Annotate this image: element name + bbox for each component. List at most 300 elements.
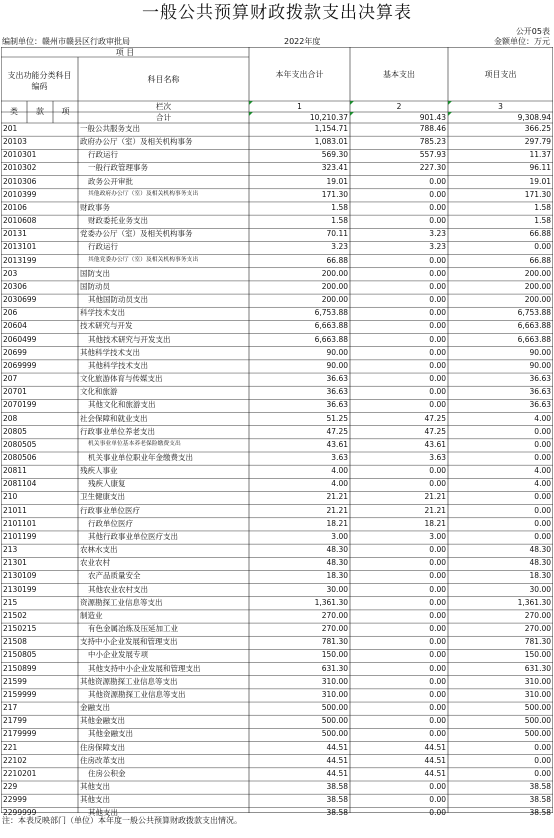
rank-label: 栏次 — [156, 102, 171, 111]
row-project: 38.58 — [529, 795, 551, 805]
row-basic: 21.21 — [424, 492, 446, 502]
row-total: 36.63 — [326, 387, 348, 397]
row-project: 0.00 — [534, 242, 551, 252]
row-basic: 0.00 — [429, 176, 446, 186]
row-name: 资源勘探工业信息等支出 — [80, 597, 163, 607]
row-total: 44.51 — [326, 742, 348, 752]
row-project: 0.00 — [534, 742, 551, 752]
row-code: 2080505 — [3, 439, 37, 449]
row-name: 其他资源勘探工业信息等支出 — [88, 689, 186, 699]
row-basic: 47.25 — [424, 426, 446, 436]
row-total: 19.01 — [326, 176, 348, 186]
row-name: 住房保障支出 — [80, 742, 125, 752]
table-row — [1, 728, 553, 739]
row-name: 国防动员 — [80, 281, 110, 291]
row-project: 90.00 — [529, 347, 551, 357]
row-name: 其他行政事业单位医疗支出 — [88, 531, 178, 541]
total-col1: 10,210.37 — [249, 112, 350, 123]
row-basic: 0.00 — [429, 466, 446, 476]
row-total: 51.25 — [326, 413, 348, 423]
row-code: 20699 — [3, 347, 27, 357]
table-row — [1, 268, 553, 279]
row-code: 2069999 — [3, 360, 37, 370]
row-basic: 0.00 — [429, 597, 446, 607]
header-xiang: 项 — [61, 107, 70, 116]
row-name: 机关事业单位基本养老保险缴费支出 — [88, 440, 181, 447]
row-code: 203 — [3, 268, 18, 278]
row-total: 200.00 — [321, 281, 348, 291]
row-project: 500.00 — [524, 703, 551, 713]
row-total: 48.30 — [326, 558, 348, 568]
row-name: 制造业 — [80, 610, 103, 620]
row-project: 0.00 — [534, 453, 551, 462]
row-basic: 3.23 — [429, 242, 446, 252]
row-name: 政府办公厅（室）及相关机构事务 — [80, 137, 193, 147]
row-name: 政务公开审批 — [88, 176, 133, 186]
row-code: 22999 — [3, 795, 27, 805]
meta-bar — [2, 37, 552, 47]
table-row — [1, 426, 553, 437]
table-row — [1, 320, 553, 331]
row-code: 2101199 — [3, 531, 37, 541]
row-name: 其他科学技术支出 — [88, 360, 148, 370]
row-name: 其他支出 — [88, 808, 118, 818]
row-code: 2299999 — [3, 808, 37, 818]
row-project: 171.30 — [524, 189, 551, 199]
row-code: 221 — [3, 742, 18, 752]
row-name: 其他支出 — [80, 795, 110, 805]
row-project: 4.00 — [534, 466, 551, 476]
row-project: 270.00 — [524, 624, 551, 634]
row-basic: 0.00 — [429, 374, 446, 384]
table-row — [1, 202, 553, 213]
row-code: 2070199 — [3, 400, 37, 410]
row-basic: 557.93 — [419, 150, 446, 160]
total-col3: 9,308.94 — [448, 112, 553, 123]
row-total: 1.58 — [331, 202, 348, 212]
table-row — [1, 176, 553, 187]
row-project: 0.00 — [534, 518, 551, 528]
row-name: 金融支出 — [80, 703, 110, 713]
row-basic: 0.00 — [429, 268, 446, 278]
row-total: 150.00 — [321, 650, 348, 660]
row-name: 其他政府办公厅（室）及相关机构事务支出 — [88, 190, 199, 197]
row-project: 0.00 — [534, 426, 551, 436]
table-row — [1, 373, 553, 384]
row-total: 1,154.71 — [314, 124, 348, 133]
row-basic: 0.00 — [429, 795, 446, 805]
table-row — [1, 557, 553, 568]
row-code: 20701 — [3, 387, 27, 397]
row-code: 2130109 — [3, 571, 37, 581]
row-total: 43.61 — [326, 439, 348, 449]
table-row — [1, 623, 553, 634]
row-code: 2179999 — [3, 729, 37, 739]
row-code: 2013101 — [3, 242, 37, 252]
row-total: 18.21 — [326, 518, 348, 528]
table-row — [1, 544, 553, 555]
money-unit: 金额单位：万元 — [494, 37, 550, 46]
table-row — [1, 702, 553, 713]
row-total: 323.41 — [321, 163, 348, 173]
row-basic: 47.25 — [424, 413, 446, 423]
row-total: 38.58 — [326, 782, 348, 791]
row-project: 6,663.88 — [517, 334, 551, 344]
row-total: 500.00 — [321, 703, 348, 713]
row-project: 366.25 — [524, 124, 551, 133]
table-row — [1, 597, 553, 608]
rank-2: 2 — [350, 101, 448, 112]
header-col-basic: 基本支出 — [383, 69, 415, 79]
row-name: 其他支持中小企业发展和管理支出 — [88, 663, 201, 673]
table-row — [1, 360, 553, 371]
row-total: 21.21 — [326, 492, 348, 502]
row-code: 2150899 — [3, 663, 37, 673]
row-basic: 0.00 — [429, 689, 446, 699]
row-code: 20604 — [3, 321, 27, 331]
row-basic: 0.00 — [429, 584, 446, 594]
row-basic: 0.00 — [429, 347, 446, 357]
table-row — [1, 676, 553, 687]
row-basic: 0.00 — [429, 703, 446, 713]
row-basic: 0.00 — [429, 808, 446, 818]
row-basic: 0.00 — [429, 571, 446, 581]
row-project: 310.00 — [524, 676, 551, 686]
row-project: 19.01 — [529, 176, 551, 186]
table-row — [1, 715, 553, 726]
row-basic: 0.00 — [429, 255, 446, 265]
total-col2: 901.43 — [350, 112, 448, 123]
table-row — [1, 584, 553, 595]
row-code: 2150215 — [3, 624, 37, 634]
row-name: 中小企业发展专项 — [88, 650, 148, 660]
row-basic: 0.00 — [429, 321, 446, 331]
footnote: 注：本表反映部门（单位）本年度一般公共预算财政拨款支出情况。 — [2, 816, 242, 825]
table-row — [1, 307, 553, 318]
fiscal-year: 2022年度 — [284, 37, 321, 46]
row-code: 217 — [3, 703, 18, 713]
table-code: 公开05表 — [515, 27, 550, 36]
row-total: 18.30 — [326, 571, 348, 581]
table-row — [1, 136, 553, 147]
rank-row — [1, 101, 553, 112]
row-basic: 0.00 — [429, 650, 446, 660]
row-code: 21799 — [3, 716, 27, 726]
table-row — [1, 491, 553, 502]
row-total: 70.11 — [326, 229, 348, 239]
row-code: 2010399 — [3, 189, 37, 199]
row-code: 20306 — [3, 281, 27, 291]
row-basic: 0.00 — [429, 295, 446, 305]
row-project: 500.00 — [524, 729, 551, 739]
row-basic: 227.30 — [419, 163, 446, 173]
table-row — [1, 570, 553, 581]
table-row — [1, 255, 553, 266]
row-basic: 3.63 — [429, 453, 446, 462]
row-code: 20131 — [3, 229, 27, 239]
row-total: 36.63 — [326, 400, 348, 410]
expenditure-table — [1, 47, 553, 818]
row-name: 科学技术支出 — [80, 308, 125, 318]
row-basic: 0.00 — [429, 729, 446, 739]
row-project: 200.00 — [524, 268, 551, 278]
table-row — [1, 478, 553, 489]
row-project: 1.58 — [534, 202, 551, 212]
header-func-code: 支出功能分类科目编码 — [7, 71, 72, 91]
row-name: 残疾人事业 — [80, 466, 118, 476]
row-project: 631.30 — [524, 663, 551, 673]
row-name: 残疾人康复 — [88, 479, 126, 489]
row-name: 其他支出 — [80, 782, 110, 791]
row-project: 0.00 — [534, 492, 551, 502]
row-total: 90.00 — [326, 347, 348, 357]
row-project: 781.30 — [524, 637, 551, 647]
row-project: 0.00 — [534, 768, 551, 778]
table-row — [1, 518, 553, 529]
row-name: 社会保障和就业支出 — [80, 413, 148, 423]
header-project: 项 目 — [115, 47, 135, 57]
row-total: 631.30 — [321, 663, 348, 673]
row-total: 38.58 — [326, 795, 348, 805]
row-basic: 0.00 — [429, 334, 446, 344]
row-project: 66.88 — [529, 229, 551, 239]
row-code: 2130199 — [3, 584, 37, 594]
row-total: 44.51 — [326, 755, 348, 765]
row-total: 171.30 — [321, 189, 348, 199]
row-project: 270.00 — [524, 610, 551, 620]
row-name: 支持中小企业发展和管理支出 — [80, 637, 178, 647]
table-row — [1, 399, 553, 410]
row-code: 2150805 — [3, 650, 37, 660]
table-row — [1, 649, 553, 660]
table-row — [1, 294, 553, 305]
header-subject-name: 科目名称 — [147, 74, 180, 84]
row-basic: 44.51 — [424, 768, 446, 778]
table-row — [1, 768, 553, 779]
row-code: 21508 — [3, 637, 27, 647]
row-name: 其他科学技术支出 — [80, 347, 140, 357]
row-total: 270.00 — [321, 610, 348, 620]
row-project: 310.00 — [524, 689, 551, 699]
row-basic: 0.00 — [429, 716, 446, 726]
row-name: 其他金融支出 — [80, 716, 125, 726]
row-total: 6,753.88 — [314, 308, 348, 318]
row-basic: 3.00 — [429, 531, 446, 541]
table-row — [1, 663, 553, 674]
row-project: 297.79 — [524, 137, 551, 147]
row-code: 229 — [3, 782, 18, 791]
row-name: 农林水支出 — [80, 545, 118, 555]
row-name: 其他资源勘探工业信息等支出 — [80, 676, 178, 686]
row-basic: 0.00 — [429, 308, 446, 318]
row-total: 781.30 — [321, 637, 348, 647]
row-basic: 0.00 — [429, 558, 446, 568]
row-name: 住房改革支出 — [80, 755, 125, 765]
table-row — [1, 413, 553, 424]
row-total: 90.00 — [326, 360, 348, 370]
table-row — [1, 189, 553, 200]
row-basic: 0.00 — [429, 202, 446, 212]
row-name: 其他农业农村支出 — [88, 584, 148, 594]
row-code: 2010302 — [3, 163, 37, 173]
row-basic: 0.00 — [429, 676, 446, 686]
row-total: 6,663.88 — [314, 321, 348, 331]
row-total: 3.00 — [331, 531, 348, 541]
table-row — [1, 347, 553, 358]
row-code: 2210201 — [3, 768, 37, 778]
row-project: 38.58 — [529, 808, 551, 818]
row-project: 0.00 — [534, 531, 551, 541]
row-total: 200.00 — [321, 295, 348, 305]
row-name: 农产品质量安全 — [88, 571, 141, 581]
table-row — [1, 386, 553, 397]
table-row — [1, 794, 553, 805]
row-code: 215 — [3, 597, 18, 607]
row-project: 90.00 — [529, 360, 551, 370]
row-project: 200.00 — [524, 281, 551, 291]
rank-3: 3 — [448, 101, 553, 112]
row-basic: 44.51 — [424, 742, 446, 752]
row-total: 310.00 — [321, 676, 348, 686]
table-row — [1, 610, 553, 621]
table-row — [1, 636, 553, 647]
row-basic: 788.46 — [419, 124, 446, 133]
row-code: 2010306 — [3, 176, 37, 186]
row-project: 48.30 — [529, 558, 551, 568]
row-project: 4.00 — [534, 479, 551, 489]
row-code: 201 — [3, 124, 18, 133]
row-total: 310.00 — [321, 689, 348, 699]
row-project: 66.88 — [529, 255, 551, 265]
row-total: 1.58 — [331, 216, 348, 226]
table-row — [1, 334, 553, 345]
row-basic: 0.00 — [429, 782, 446, 791]
row-total: 500.00 — [321, 729, 348, 739]
row-basic: 0.00 — [429, 281, 446, 291]
header-col-total: 本年支出合计 — [275, 69, 324, 79]
row-total: 36.63 — [326, 374, 348, 384]
row-name: 技术研究与开发 — [80, 321, 133, 331]
row-project: 96.11 — [529, 163, 551, 173]
row-total: 21.21 — [326, 505, 348, 515]
header-col-project: 项目支出 — [484, 69, 517, 79]
row-name: 文化旅游体育与传媒支出 — [80, 374, 163, 384]
row-total: 3.23 — [331, 242, 348, 252]
table-row — [1, 215, 553, 226]
row-project: 36.63 — [529, 374, 551, 384]
row-code: 2080506 — [3, 453, 37, 462]
row-total: 1,361.30 — [314, 597, 348, 607]
row-code: 2081104 — [3, 479, 37, 489]
row-name: 文化和旅游 — [80, 387, 118, 397]
table-row — [1, 452, 553, 463]
row-total: 4.00 — [331, 479, 348, 489]
table-row — [1, 781, 553, 792]
row-basic: 44.51 — [424, 755, 446, 765]
table-row — [1, 465, 553, 476]
row-total: 1,083.01 — [314, 137, 348, 147]
row-basic: 0.00 — [429, 545, 446, 555]
row-name: 其他党委办公厅（室）及相关机构事务支出 — [88, 256, 199, 263]
row-name: 行政事业单位养老支出 — [80, 426, 155, 436]
total-row — [1, 112, 553, 123]
row-basic: 785.23 — [419, 137, 446, 147]
row-name: 国防支出 — [80, 268, 110, 278]
row-name: 其他金融支出 — [88, 729, 133, 739]
row-name: 其他文化和旅游支出 — [88, 400, 156, 410]
table-row — [1, 742, 553, 753]
row-project: 150.00 — [524, 650, 551, 660]
row-total: 6,663.88 — [314, 334, 348, 344]
row-project: 500.00 — [524, 716, 551, 726]
row-project: 0.00 — [534, 505, 551, 515]
table-row — [1, 689, 553, 700]
row-name: 财政事务 — [80, 202, 110, 212]
row-code: 21502 — [3, 610, 27, 620]
row-total: 3.63 — [331, 453, 348, 462]
row-name: 其他国防动员支出 — [88, 295, 148, 305]
row-code: 20106 — [3, 202, 27, 212]
row-total: 270.00 — [321, 624, 348, 634]
row-code: 20811 — [3, 466, 27, 476]
row-basic: 21.21 — [424, 505, 446, 515]
table-row — [1, 755, 553, 766]
row-project: 6,663.88 — [517, 321, 551, 331]
row-code: 2030699 — [3, 295, 37, 305]
total-label: 合计 — [156, 113, 171, 122]
row-basic: 0.00 — [429, 610, 446, 620]
row-code: 20805 — [3, 426, 27, 436]
row-total: 44.51 — [326, 768, 348, 778]
table-row — [1, 228, 553, 239]
row-basic: 3.23 — [429, 229, 446, 239]
row-total: 30.00 — [326, 584, 348, 594]
table-row — [1, 162, 553, 173]
row-basic: 0.00 — [429, 637, 446, 647]
table-row — [1, 531, 553, 542]
row-project: 1.58 — [534, 216, 551, 226]
row-name: 农业农村 — [80, 558, 110, 568]
row-code: 210 — [3, 492, 18, 502]
page-title: 一般公共预算财政拨款支出决算表 — [142, 3, 412, 23]
row-project: 18.30 — [529, 571, 551, 581]
header-lei: 类 — [10, 107, 18, 116]
row-name: 行政单位医疗 — [88, 518, 133, 528]
row-code: 213 — [3, 545, 18, 555]
compiling-unit: 编制单位：赣州市赣县区行政审批局 — [2, 37, 130, 46]
table-row — [1, 241, 553, 252]
row-project: 6,753.88 — [517, 308, 551, 318]
row-name: 财政委托业务支出 — [88, 216, 148, 226]
row-project: 200.00 — [524, 295, 551, 305]
row-name: 住房公积金 — [88, 768, 126, 778]
row-code: 21599 — [3, 676, 27, 686]
row-basic: 0.00 — [429, 663, 446, 673]
row-code: 2013199 — [3, 255, 37, 265]
row-code: 2159999 — [3, 689, 37, 699]
row-project: 38.58 — [529, 782, 551, 791]
row-project: 0.00 — [534, 439, 551, 449]
row-project: 48.30 — [529, 545, 551, 555]
row-project: 36.63 — [529, 400, 551, 410]
row-code: 208 — [3, 413, 18, 423]
row-name: 行政运行 — [88, 150, 118, 160]
row-total: 4.00 — [331, 466, 348, 476]
row-total: 66.88 — [326, 255, 348, 265]
table-row — [1, 123, 553, 134]
row-code: 22102 — [3, 755, 27, 765]
row-total: 569.30 — [321, 150, 348, 160]
